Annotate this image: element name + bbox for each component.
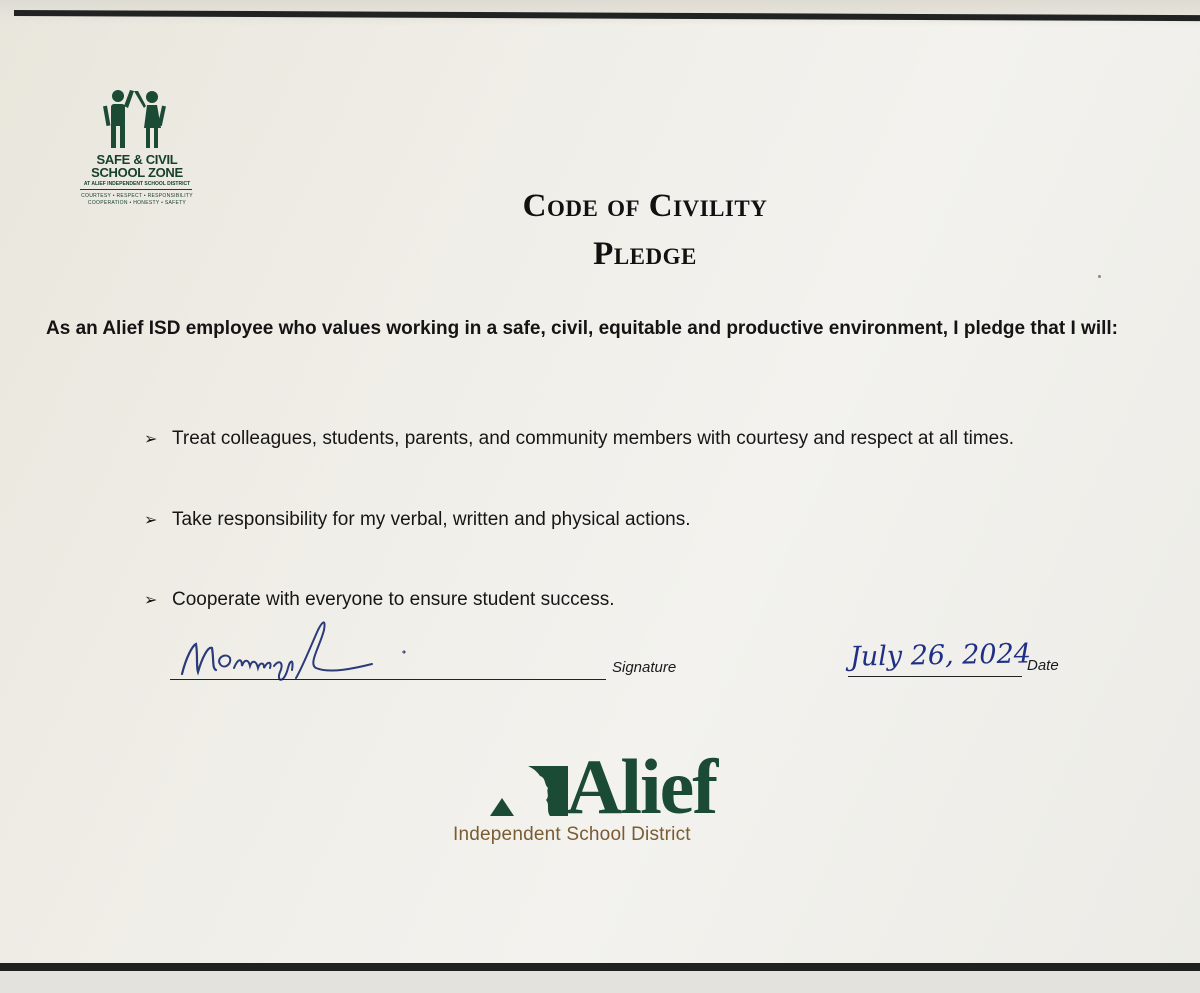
signature-label: Signature — [612, 659, 677, 676]
date-line — [848, 676, 1022, 677]
logo-values-line-2: COOPERATION • HONESTY • SAFETY — [87, 200, 187, 206]
handwritten-date: July 26, 2024 — [849, 638, 1032, 673]
pledge-text: Take responsibility for my verbal, written and physical actions. — [172, 509, 691, 530]
logo-line-school-zone: SCHOOL ZONE — [91, 165, 183, 180]
arrow-bullet-icon: ➢ — [144, 431, 158, 448]
paper-speck — [402, 651, 404, 653]
children-holding-hands-icon — [100, 88, 174, 150]
pledge-text: Treat colleagues, students, parents, and community members with courtesy and respect at all times. — [172, 428, 1015, 449]
logo-values-line-1: COURTESY • RESPECT • RESPONSIBILITY — [81, 193, 193, 199]
bottom-border-rule — [0, 963, 1200, 971]
handwritten-signature — [176, 608, 416, 688]
alief-wordmark: Alief — [566, 743, 717, 830]
document-subtitle: Pledge — [593, 236, 697, 272]
document-title: Code of Civility — [522, 188, 768, 224]
alief-profile-mark-icon — [488, 758, 570, 818]
arrow-bullet-icon: ➢ — [144, 512, 158, 529]
signature-line — [170, 679, 606, 680]
paper-bottom-edge — [0, 971, 1200, 993]
date-label: Date — [1027, 657, 1059, 674]
arrow-bullet-icon: ➢ — [144, 592, 158, 609]
intro-statement: As an Alief ISD employee who values working in a safe, civil, equitable and productive environment, I pledge that I will: — [46, 318, 1118, 339]
paper-speck — [1098, 275, 1101, 278]
pledge-text: Cooperate with everyone to ensure student success. — [172, 589, 615, 610]
pledge-item — [144, 428, 1014, 450]
district-subtitle: Independent School District — [453, 824, 691, 845]
logo-line-district: AT ALIEF INDEPENDENT SCHOOL DISTRICT — [83, 181, 191, 187]
logo-line-safe-civil: SAFE & CIVIL — [96, 152, 178, 167]
pledge-item — [144, 509, 691, 531]
